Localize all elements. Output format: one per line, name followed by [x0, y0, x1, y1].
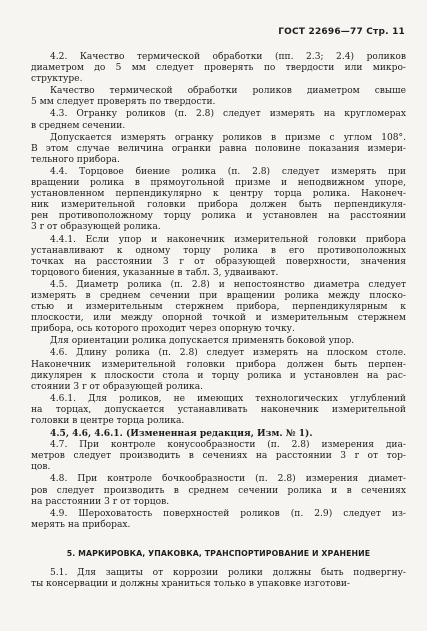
text-line: Допускается измерять огранку роликов в призме с углом 108°. — [50, 132, 406, 143]
text-line: 4.2. Качество термической обработки (пп. 2.3; 2.4) роликов — [50, 52, 406, 62]
paragraph-list — [31, 52, 406, 531]
text-line: ник измерительной головки прибора должен быть перпендикуля- — [31, 200, 406, 211]
text-line: В этом случае величина огранки равна половине показания измери- — [31, 143, 406, 154]
text-line: 4.6.1. Для роликов, не имеющих технологических углублений — [50, 393, 406, 404]
text-line: 5 мм следует проверять по твердости. — [31, 97, 216, 108]
text-line: 4.9. Шероховатость поверхностей роликов (п. 2.9) следует из- — [50, 508, 406, 519]
text-line: метров следует производить в сечениях на расстоянии 3 r от тор- — [31, 451, 406, 462]
text-line: мерять на приборах. — [31, 519, 131, 530]
text-line: 4.6. Длину ролика (п. 2.8) следует измерять на плоском столе. — [50, 348, 406, 359]
page-header: ГОСТ 22696—77 Стр. 11 — [278, 27, 405, 37]
paragraph — [31, 167, 406, 234]
text-line: 4.7. При контроле конусообразности (п. 2.8) измерения диа- — [50, 440, 406, 451]
paragraph — [31, 440, 406, 473]
text-line: ров следует производить в среднем сечении ролика и в сечениях — [31, 485, 406, 496]
text-line: рен противоположному торцу ролика и установлен на расстоянии — [31, 211, 406, 222]
paragraph — [31, 348, 406, 392]
text-line: 5.1. Для защиты от коррозии ролики должны быть подвергну- — [50, 567, 406, 578]
text-line: стью и измерительным стержнем прибора, перпендикулярным к — [31, 302, 406, 313]
text-line: стоянии 3 r от образующей ролика. — [31, 381, 204, 392]
text-line: в среднем сечении. — [31, 120, 126, 131]
paragraph — [31, 133, 406, 166]
text-line: цов. — [31, 462, 51, 473]
paragraph — [31, 336, 406, 347]
text-line: торцового биения, указанные в табл. 3, удваивают. — [31, 267, 279, 278]
text-line: 4.4.1. Если упор и наконечник измерительной головки прибора — [50, 234, 406, 245]
text-line: Наконечник измерительной головки прибора должен быть перпен- — [31, 359, 406, 370]
text-line: установленном перпендикулярно к центру торца ролика. Наконеч- — [31, 189, 406, 200]
paragraph — [31, 280, 406, 335]
text-line: 4.5, 4.6, 4.6.1. (Измененная редакция, Изм. № 1). — [50, 428, 313, 440]
text-line: 3 r от образующей ролика. — [31, 222, 161, 233]
text-line: устанавливают к одному торцу ролика в его противоположных — [31, 245, 406, 256]
text-line: точках на расстоянии 3 r от образующей поверхности, значения — [31, 256, 406, 267]
text-line: измерять в среднем сечении при вращении ролика между плоско- — [31, 290, 406, 301]
text-line: на расстоянии 3 r от торцов. — [31, 496, 170, 507]
text-line: тельного прибора. — [31, 154, 120, 165]
section-heading: 5. МАРКИРОВКА, УПАКОВКА, ТРАНСПОРТИРОВАНИЕ И ХРАНЕНИЕ — [66, 548, 371, 558]
text-line: 4.4. Торцовое биение ролика (п. 2.8) следует измерять при — [50, 166, 406, 177]
paragraph — [31, 86, 406, 108]
paragraph — [31, 235, 406, 279]
text-line: дикулярен к плоскости стола и торцу ролика и установлен на рас- — [31, 370, 406, 381]
text-line: 4.3. Огранку роликов (п. 2.8) следует измерять на кругломерах — [50, 109, 406, 120]
text-line: Для ориентации ролика допускается применять боковой упор. — [50, 336, 355, 347]
paragraph — [31, 474, 406, 507]
text-line: ты консервации и должны храниться только в упаковке изготови- — [31, 579, 351, 590]
text-line: головки в центре торца ролика. — [31, 416, 185, 426]
text-line: плоскости, или между опорной точкой и измерительным стержнем — [31, 313, 406, 324]
text-line: Качество термической обработки роликов диаметром свыше — [50, 86, 406, 97]
paragraph — [31, 428, 406, 439]
paragraph — [31, 52, 406, 85]
text-line: 4.5. Диаметр ролика (п. 2.8) и непостоянство диаметра следует — [50, 279, 406, 290]
paragraph — [31, 509, 406, 531]
paragraph — [31, 109, 406, 131]
paragraph — [31, 394, 406, 427]
text-line: структуре. — [31, 74, 83, 85]
text-line: вращении ролика в прямоугольной призме и неподвижном упоре, — [31, 178, 406, 189]
paragraph — [31, 568, 406, 590]
text-line: на торцах, допускается устанавливать наконечник измерительной — [31, 404, 406, 415]
text-line: прибора, ось которого проходит через опорную точку. — [31, 324, 295, 335]
text-line: диаметром до 5 мм следует проверять по твердости или микро- — [31, 63, 406, 74]
document-body — [31, 52, 406, 591]
text-line: 4.8. При контроле бочкообразности (п. 2.8) измерения диамет- — [50, 474, 406, 485]
closing-paragraph — [31, 568, 406, 590]
